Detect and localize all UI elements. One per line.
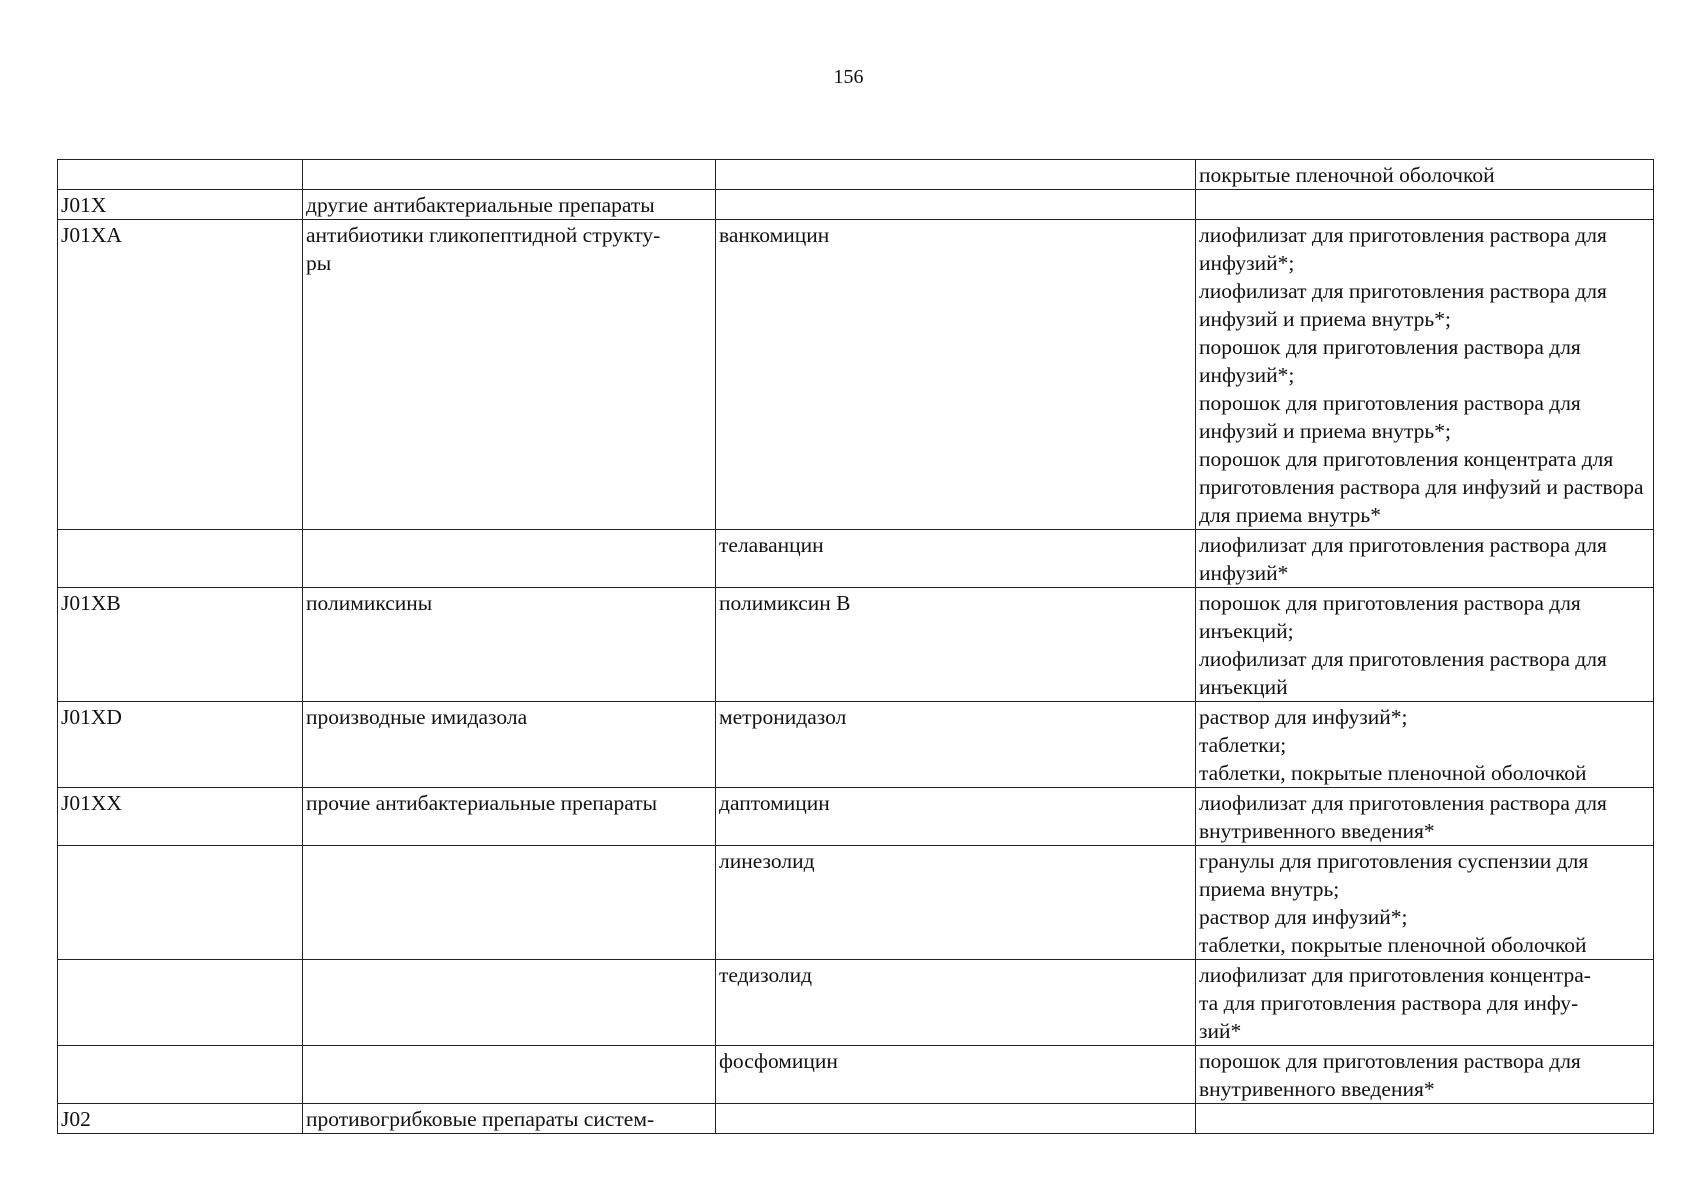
- pharmacological-group-cell: полимиксины: [303, 588, 716, 702]
- pharmacological-group-cell: антибиотики гликопептидной структу- ры: [303, 220, 716, 530]
- atc-code-cell: J01XA: [58, 220, 303, 530]
- dosage-form-cell: покрытые пленочной оболочкой: [1196, 160, 1654, 190]
- drug-name-cell: полимиксин В: [716, 588, 1196, 702]
- drug-name-cell: [716, 190, 1196, 220]
- table-row: [58, 960, 1654, 1046]
- pharmacological-group-cell: [303, 160, 716, 190]
- atc-code-cell: [58, 160, 303, 190]
- table-row: [58, 190, 1654, 220]
- drug-name-cell: [716, 1104, 1196, 1134]
- dosage-form-cell: лиофилизат для приготовления концентра- та для приготовления раствора для инфу- зий*: [1196, 960, 1654, 1046]
- table-row: [58, 788, 1654, 846]
- dosage-form-cell: лиофилизат для приготовления раствора для инфузий*; лиофилизат для приготовления раствора для инфузий и приема внутрь*; порошок для приготовления раствора для инфузий*; порошок для приготовления раствора для инфузий и приема внутрь*; порошок для приготовления концентрата для приготовления раствора для инфузий и раствора для приема внутрь*: [1196, 220, 1654, 530]
- dosage-form-cell: [1196, 190, 1654, 220]
- pharmacological-group-cell: противогрибковые препараты систем-: [303, 1104, 716, 1134]
- table-row: [58, 530, 1654, 588]
- drug-name-cell: метронидазол: [716, 702, 1196, 788]
- dosage-form-cell: [1196, 1104, 1654, 1134]
- table-row: [58, 702, 1654, 788]
- table-row: [58, 588, 1654, 702]
- table-row: [58, 1104, 1654, 1134]
- pharmacological-group-cell: [303, 846, 716, 960]
- atc-code-cell: J02: [58, 1104, 303, 1134]
- drug-name-cell: [716, 160, 1196, 190]
- dosage-form-cell: порошок для приготовления раствора для инъекций; лиофилизат для приготовления раствора для инъекций: [1196, 588, 1654, 702]
- pharmacological-group-cell: [303, 1046, 716, 1104]
- atc-code-cell: [58, 846, 303, 960]
- dosage-form-cell: гранулы для приготовления суспензии для приема внутрь; раствор для инфузий*; таблетки, покрытые пленочной оболочкой: [1196, 846, 1654, 960]
- atc-code-cell: J01XX: [58, 788, 303, 846]
- dosage-form-cell: лиофилизат для приготовления раствора для инфузий*: [1196, 530, 1654, 588]
- atc-code-cell: J01XB: [58, 588, 303, 702]
- pharmacological-group-cell: [303, 530, 716, 588]
- table-row: [58, 846, 1654, 960]
- pharmacological-group-cell: другие антибактериальные препараты: [303, 190, 716, 220]
- pharmacological-group-cell: [303, 960, 716, 1046]
- table-body: [58, 160, 1654, 1134]
- page-number: 156: [833, 66, 864, 88]
- pharmacological-group-cell: производные имидазола: [303, 702, 716, 788]
- atc-code-cell: [58, 1046, 303, 1104]
- pharmacological-group-cell: прочие антибактериальные препараты: [303, 788, 716, 846]
- atc-code-cell: [58, 530, 303, 588]
- dosage-form-cell: лиофилизат для приготовления раствора для внутривенного введения*: [1196, 788, 1654, 846]
- dosage-form-cell: раствор для инфузий*; таблетки; таблетки, покрытые пленочной оболочкой: [1196, 702, 1654, 788]
- drug-name-cell: ванкомицин: [716, 220, 1196, 530]
- drug-table: [57, 159, 1654, 1134]
- drug-name-cell: телаванцин: [716, 530, 1196, 588]
- drug-name-cell: даптомицин: [716, 788, 1196, 846]
- atc-code-cell: J01XD: [58, 702, 303, 788]
- table-row: [58, 160, 1654, 190]
- drug-name-cell: линезолид: [716, 846, 1196, 960]
- dosage-form-cell: порошок для приготовления раствора для внутривенного введения*: [1196, 1046, 1654, 1104]
- atc-code-cell: J01X: [58, 190, 303, 220]
- drug-name-cell: тедизолид: [716, 960, 1196, 1046]
- table-row: [58, 1046, 1654, 1104]
- table-row: [58, 220, 1654, 530]
- drug-name-cell: фосфомицин: [716, 1046, 1196, 1104]
- atc-code-cell: [58, 960, 303, 1046]
